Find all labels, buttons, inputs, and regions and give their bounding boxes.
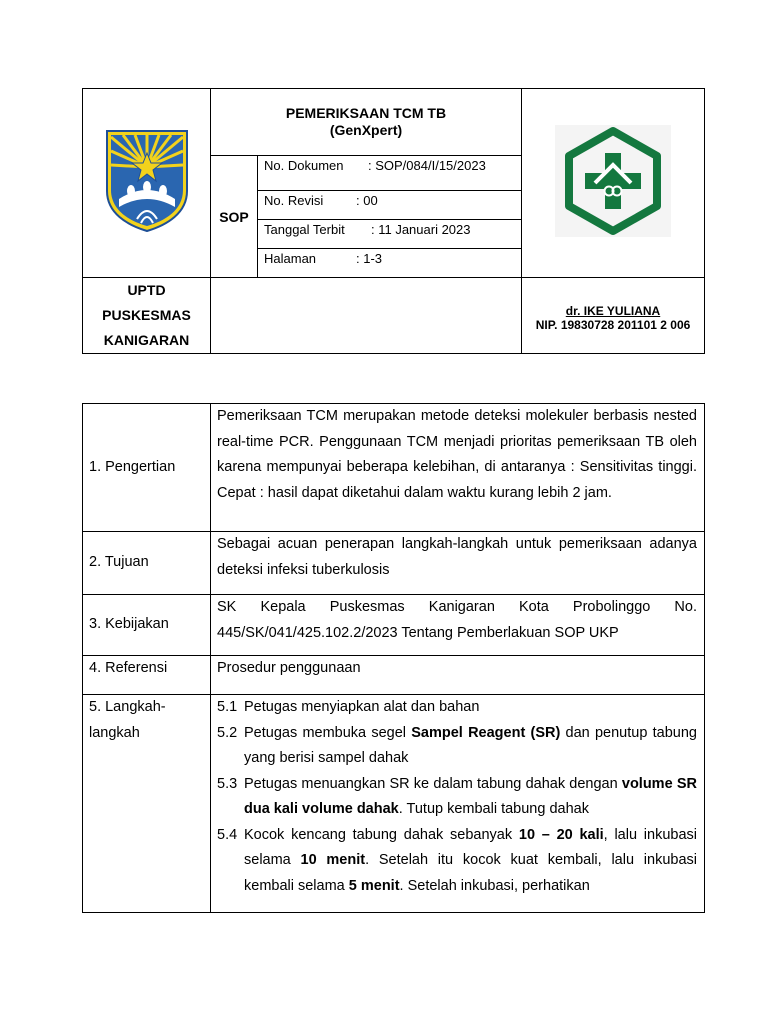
signer-nip: NIP. 19830728 201101 2 006: [535, 317, 691, 332]
section-referensi: [83, 656, 705, 695]
doc-number-label: No. Dokumen: [264, 158, 344, 173]
sop-title: PEMERIKSAAN TCM TB: [285, 105, 447, 121]
section-label: 1. Pengertian: [83, 404, 211, 532]
section-label-line-2: langkah: [89, 724, 140, 741]
page-value: : 1-3: [356, 251, 383, 266]
step-item: [217, 721, 697, 772]
organization-cell: [83, 278, 211, 354]
sop-subtitle: (GenXpert): [329, 122, 403, 138]
doc-number-value: : SOP/084/I/15/2023: [368, 158, 486, 173]
step-text: Petugas menyiapkan alat dan bahan: [244, 699, 480, 715]
step-number: 5.1: [217, 699, 238, 715]
org-line-2: PUSKESMAS: [102, 307, 191, 323]
step-number: 5.4: [217, 826, 238, 843]
document-header: [82, 88, 705, 354]
section-label-line-1: 5. Langkah-: [89, 699, 166, 715]
section-langkah: [83, 695, 705, 913]
section-tujuan: [83, 532, 705, 595]
section-text: SK Kepala Puskesmas Kanigaran Kota Probolinggo No. 445/SK/041/425.102.2/2023 Tentang Pemberlakuan SOP UKP: [211, 595, 705, 656]
revision-value: : 00: [356, 193, 378, 208]
step-item: [217, 772, 697, 823]
steps-list: [211, 695, 705, 913]
revision-row: [258, 191, 522, 220]
section-text: Sebagai acuan penerapan langkah-langkah untuk pemeriksaan adanya deteksi infeksi tuberkulosis: [211, 532, 705, 595]
doc-number-row: [258, 156, 522, 191]
signer-name: dr. IKE YULIANA: [565, 303, 661, 318]
step-number: 5.3: [217, 775, 238, 792]
section-kebijakan: [83, 595, 705, 656]
sop-title-cell: [211, 89, 522, 156]
org-line-1: UPTD: [127, 282, 166, 298]
puskesmas-logo-icon: [555, 125, 671, 237]
section-label: 2. Tujuan: [83, 532, 211, 595]
sop-content-table: [82, 403, 705, 913]
revision-label: No. Revisi: [264, 193, 324, 208]
section-label: 4. Referensi: [83, 656, 211, 695]
section-text: Pemeriksaan TCM merupakan metode deteksi molekuler berbasis nested real-time PCR. Penggunaan TCM menjadi prioritas pemeriksaan TB oleh karena mempunyai beberapa kelebihan, di antaranya : Sensitivitas tinggi. Cepat : hasil dapat diketahui dalam waktu kurang lebih 2 jam.: [211, 404, 705, 532]
section-pengertian: [83, 404, 705, 532]
step-text: Petugas menuangkan SR ke dalam tabung dahak dengan volume SR dua kali volume dahak. Tutup kembali tabung dahak: [244, 775, 697, 817]
issue-date-label: Tanggal Terbit: [264, 222, 345, 237]
org-line-3: KANIGARAN: [103, 332, 190, 348]
section-label: 3. Kebijakan: [83, 595, 211, 656]
page-label: Halaman: [264, 251, 317, 266]
step-item: [217, 823, 697, 900]
puskesmas-logo-cell: [522, 89, 705, 278]
page-row: [258, 249, 522, 278]
issue-date-row: [258, 220, 522, 249]
section-text: Prosedur penggunaan: [211, 656, 705, 695]
issue-date-value: : 11 Januari 2023: [371, 222, 471, 237]
step-item: [217, 695, 697, 721]
step-number: 5.2: [217, 724, 238, 741]
blank-cell: [211, 278, 522, 354]
signature-cell: [522, 278, 705, 354]
city-emblem-cell: [83, 89, 211, 278]
sop-label: SOP: [211, 156, 258, 278]
step-text: Petugas membuka segel Sampel Reagent (SR) dan penutup tabung yang berisi sampel dahak: [244, 724, 697, 766]
section-label: [83, 695, 211, 913]
step-text: Kocok kencang tabung dahak sebanyak 10 – 20 kali, lalu inkubasi selama 10 menit. Setelah itu kocok kuat kembali, lalu inkubasi kembali selama 5 menit. Setelah inkubasi, perhatikan: [244, 826, 697, 894]
city-emblem-icon: [105, 129, 189, 233]
